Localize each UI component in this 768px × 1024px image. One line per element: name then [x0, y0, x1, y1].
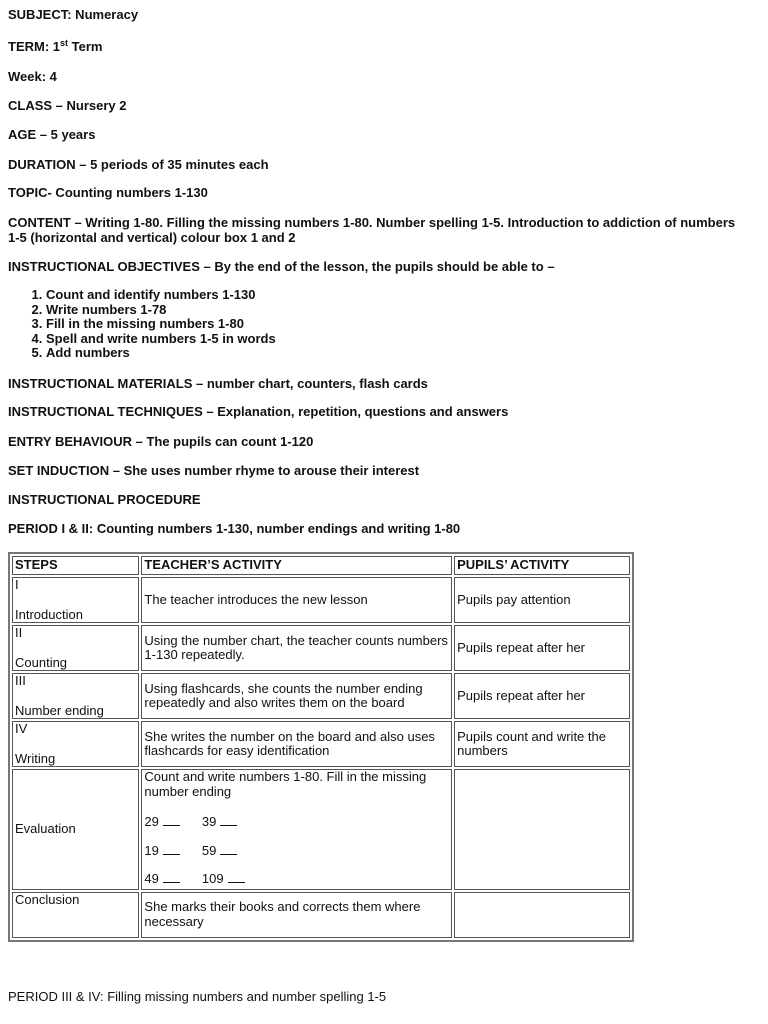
table-row-evaluation: [12, 769, 630, 890]
objectives-intro: INSTRUCTIONAL OBJECTIVES – By the end of the lesson, the pupils should be able to –: [8, 259, 555, 274]
step-name: Conclusion: [12, 892, 139, 938]
step-cell: [12, 721, 139, 767]
evaluation-number: 109: [201, 871, 224, 886]
evaluation-pair: [144, 872, 449, 887]
subject-line: SUBJECT: Numeracy: [8, 7, 139, 22]
pupils-activity-cell: Pupils repeat after her: [454, 625, 630, 671]
objective-item: 2. Write numbers 1-78: [46, 303, 276, 318]
step-name: Counting: [15, 654, 68, 670]
evaluation-number: 19: [144, 842, 159, 858]
evaluation-pair: [144, 844, 449, 859]
evaluation-cell: [141, 769, 452, 890]
evaluation-pair: [144, 815, 449, 830]
teacher-activity-cell: Using the number chart, the teacher counts numbers 1-130 repeatedly.: [141, 625, 452, 671]
step-name: Number ending: [15, 702, 104, 718]
entry-behaviour-line: ENTRY BEHAVIOUR – The pupils can count 1-120: [8, 434, 314, 449]
step-name: Introduction: [15, 606, 83, 622]
objective-item: 5. Add numbers: [46, 346, 276, 361]
term-suffix: Term: [68, 39, 103, 54]
period-1-2-heading: PERIOD I & II: Counting numbers 1-130, number endings and writing 1-80: [8, 521, 461, 536]
pupils-activity-cell: Pupils pay attention: [454, 577, 630, 623]
step-cell: [12, 577, 139, 623]
objective-item: 3. Fill in the missing numbers 1-80: [46, 317, 276, 332]
procedure-table: [8, 552, 634, 942]
answer-blank: [220, 825, 237, 826]
table-row-conclusion: [12, 892, 630, 938]
objective-item: 1. Count and identify numbers 1-130: [46, 288, 276, 303]
table-row: [12, 673, 630, 719]
term-superscript: st: [60, 38, 69, 48]
materials-line: INSTRUCTIONAL MATERIALS – number chart, counters, flash cards: [8, 376, 428, 391]
pupils-activity-cell: Pupils repeat after her: [454, 673, 630, 719]
header-teacher-activity: TEACHER’S ACTIVITY: [141, 556, 452, 575]
objectives-list: [8, 288, 276, 361]
answer-blank: [163, 882, 180, 883]
objective-item: 4. Spell and write numbers 1-5 in words: [46, 332, 276, 347]
step-cell: [12, 625, 139, 671]
pupils-activity-cell: [454, 769, 630, 890]
answer-blank: [228, 882, 245, 883]
step-number: I: [15, 577, 19, 592]
evaluation-instruction: Count and write numbers 1-80. Fill in the missing number ending: [144, 769, 427, 799]
week-line: Week: 4: [8, 69, 57, 84]
pupils-activity-cell: Pupils count and write the numbers: [454, 721, 630, 767]
answer-blank: [163, 854, 180, 855]
evaluation-number: 29: [144, 814, 159, 829]
step-number: IV: [15, 721, 28, 736]
table-row: [12, 721, 630, 767]
table-header-row: [12, 556, 630, 575]
evaluation-number: 59: [201, 842, 217, 858]
step-name: Writing: [15, 750, 56, 766]
answer-blank: [163, 825, 180, 826]
header-steps: STEPS: [12, 556, 139, 575]
teacher-activity-cell: Using flashcards, she counts the number ending repeatedly and also writes them on the board: [141, 673, 452, 719]
table-row: [12, 577, 630, 623]
period-3-4-heading: PERIOD III & IV: Filling missing numbers and number spelling 1-5: [8, 989, 387, 1004]
step-number: III: [15, 673, 26, 688]
pupils-activity-cell: [454, 892, 630, 938]
step-cell: [12, 673, 139, 719]
step-name: Evaluation: [12, 769, 139, 890]
header-pupils-activity: PUPILS’ ACTIVITY: [454, 556, 630, 575]
term-prefix: TERM: 1: [8, 39, 60, 54]
topic-line: TOPIC- Counting numbers 1-130: [8, 185, 208, 200]
step-number: II: [15, 625, 23, 640]
teacher-activity-cell: The teacher introduces the new lesson: [141, 577, 452, 623]
class-line: CLASS – Nursery 2: [8, 98, 127, 113]
set-induction-line: SET INDUCTION – She uses number rhyme to arouse their interest: [8, 463, 420, 478]
table-row: [12, 625, 630, 671]
content-line: CONTENT – Writing 1-80. Filling the missing numbers 1-80. Number spelling 1-5. Introduction to addiction of numbers 1-5 (horizontal and vertical) colour box 1 and 2: [8, 215, 736, 245]
techniques-line: INSTRUCTIONAL TECHNIQUES – Explanation, repetition, questions and answers: [8, 404, 509, 419]
term-line: [8, 39, 102, 54]
teacher-activity-cell: She writes the number on the board and also uses flashcards for easy identification: [141, 721, 452, 767]
teacher-activity-cell: She marks their books and corrects them where necessary: [141, 892, 452, 938]
age-line: AGE – 5 years: [8, 127, 96, 142]
evaluation-number: 39: [201, 814, 217, 829]
duration-line: DURATION – 5 periods of 35 minutes each: [8, 157, 269, 172]
evaluation-number: 49: [144, 871, 159, 886]
answer-blank: [220, 854, 237, 855]
procedure-heading: INSTRUCTIONAL PROCEDURE: [8, 492, 201, 507]
